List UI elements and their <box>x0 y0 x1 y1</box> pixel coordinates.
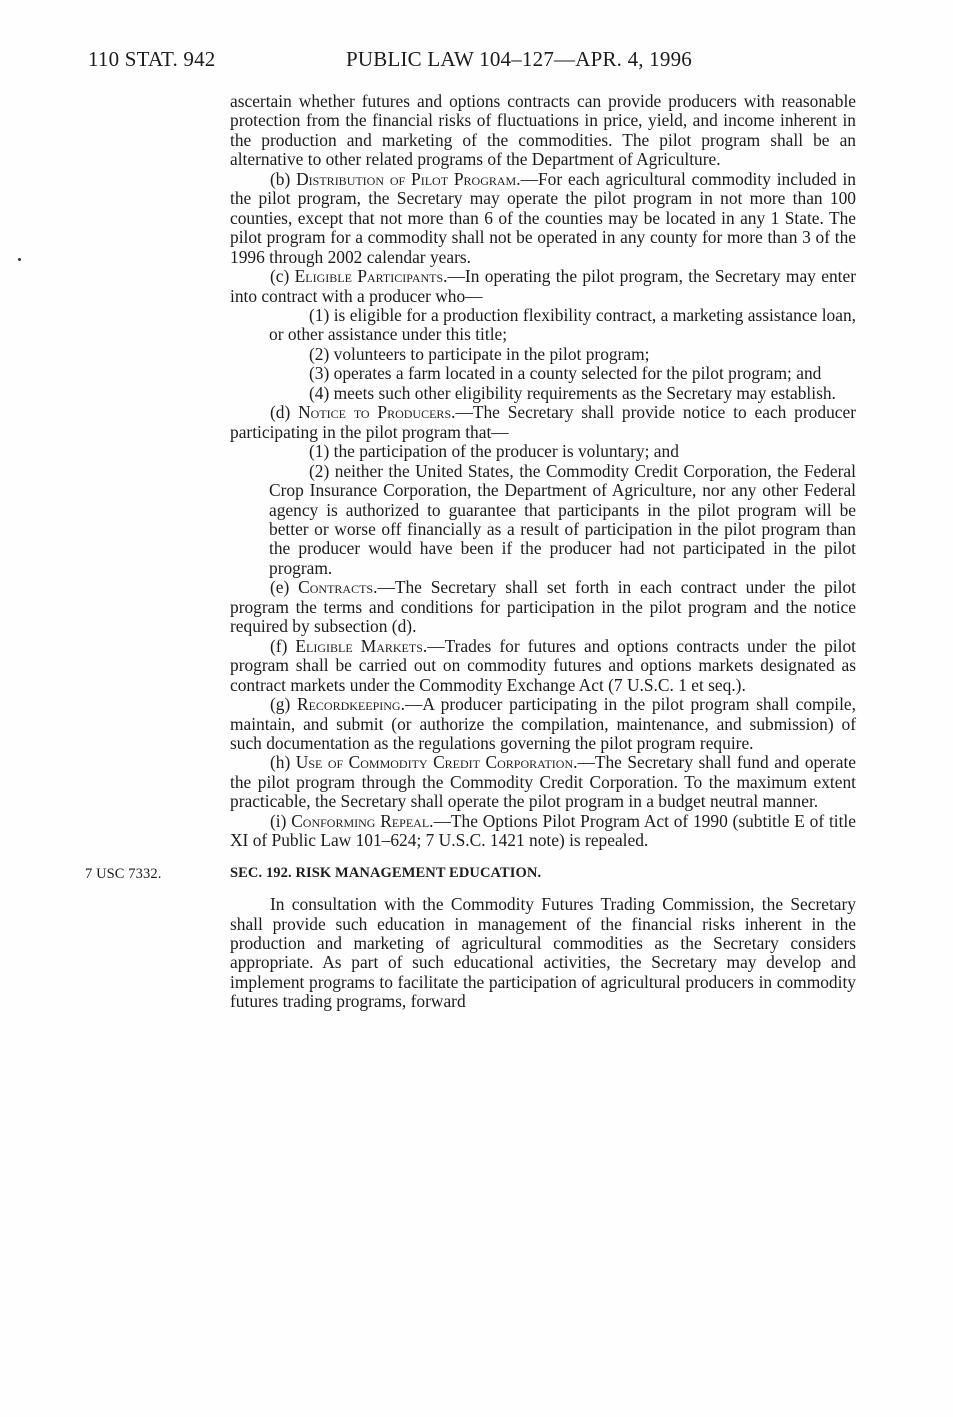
subsection-i-heading: Conforming Repeal <box>291 810 430 831</box>
usc-margin-note: 7 USC 7332. <box>85 865 162 882</box>
subsection-d <box>230 403 856 442</box>
subsection-e-heading: Contracts <box>298 577 374 598</box>
subsection-h-text: .—The Secretary shall fund and operate the pilot program through the Commodity Credit Corporation. To the maximum extent practicable, the Secretary shall operate the pilot program in a budget neutral manner. <box>230 752 856 812</box>
subsection-c-heading: Eligible Participants <box>294 266 444 287</box>
subsection-g <box>230 695 856 753</box>
subsection-e-text: .—The Secretary shall set forth in each contract under the pilot program the terms and conditions for participation in the pilot program and the notice required by subsection (d). <box>230 577 856 637</box>
subsection-i-text: .—The Options Pilot Program Act of 1990 (subtitle E of title XI of Public Law 101–624; 7 U.S.C. 1421 note) is repealed. <box>230 810 856 851</box>
subsection-d-label: (d) <box>270 402 299 423</box>
subsection-c-label: (c) <box>270 266 295 287</box>
subsection-f-label: (f) <box>270 635 296 656</box>
list-item: (2) volunteers to participate in the pilot program; <box>309 343 650 364</box>
subsection-c-text: .—In operating the pilot program, the Secretary may enter into contract with a producer who— <box>230 266 856 306</box>
subsection-b-label: (b) <box>270 168 297 189</box>
subsection-e <box>230 578 856 636</box>
subsection-g-heading: Recordkeeping <box>296 694 401 715</box>
subsection-i <box>230 812 856 851</box>
section-title: SEC. 192. RISK MANAGEMENT EDUCATION. <box>230 864 542 881</box>
subsection-f-heading: Eligible Markets <box>295 635 423 656</box>
subsection-b <box>230 170 856 267</box>
subsection-e-label: (e) <box>270 577 299 598</box>
subsection-b-text: .—For each agricultural commodity included in the pilot program, the Secretary may operate the pilot program in not more than 100 counties, except that not more than 6 of the counties may be located in any 1 State. The pilot program for a commodity shall not be operated in any county for more than 3 of the 1996 through 2002 calendar years. <box>230 168 856 267</box>
body-text <box>85 91 856 1012</box>
subsection-b-heading: Distribution of Pilot Program <box>296 168 517 189</box>
subsection-h-heading: Use of Commodity Credit Corporation <box>295 752 574 773</box>
subsection-d-heading: Notice to Producers <box>298 402 452 423</box>
subsection-i-label: (i) <box>270 810 292 831</box>
running-head <box>88 47 738 75</box>
scan-speck <box>18 258 21 261</box>
list-item: (3) operates a farm located in a county selected for the pilot program; and <box>309 363 822 384</box>
subsection-h <box>230 753 856 811</box>
intro-paragraph: ascertain whether futures and options contracts can provide producers with reasonable protection from the financial risks of fluctuations in price, yield, and income inherent in the production and marketing of the commodities. The pilot program shall be an alternative to other related programs of the Department of Agriculture. <box>230 91 856 170</box>
list-item: (4) meets such other eligibility requirements as the Secretary may establish. <box>309 382 836 403</box>
subsection-g-text: .—A producer participating in the pilot program shall compile, maintain, and submit (or authorize the compilation, maintenance, and submission) of such documentation as the regulations governing the pilot program require. <box>230 694 856 753</box>
law-title: PUBLIC LAW 104–127—APR. 4, 1996 <box>346 47 692 71</box>
section-heading <box>85 864 856 883</box>
list-item: (1) is eligible for a production flexibility contract, a marketing assistance loan, or other assistance under this title; <box>269 304 856 345</box>
subsection-f <box>230 637 856 695</box>
page-reference: 110 STAT. 942 <box>88 47 216 71</box>
list-item: (1) the participation of the producer is voluntary; and <box>309 441 679 462</box>
subsection-f-text: .—Trades for futures and options contracts under the pilot program shall be carried out on commodity futures and options markets designated as contract markets under the Commodity Exchange Act (7 U.S.C. 1 et seq.). <box>230 635 856 695</box>
list-item: (2) neither the United States, the Commodity Credit Corporation, the Federal Crop Insurance Corporation, the Department of Agriculture, nor any other Federal agency is authorized to guarantee that participants in the pilot program will be better or worse off financially as a result of participation in the pilot program than the producer would have been if the producer had not participated in the pilot program. <box>269 460 856 578</box>
subsection-d-text: .—The Secretary shall provide notice to each producer participating in the pilot program that— <box>230 402 856 442</box>
subsection-h-label: (h) <box>270 752 296 773</box>
section-body: In consultation with the Commodity Futures Trading Commission, the Secretary shall provide such education in management of the financial risks inherent in the production and marketing of agricultural commodities as the Secretary considers appropriate. As part of such educational activities, the Secretary may develop and implement programs to facilitate the participation of agricultural producers in commodity futures trading programs, forward <box>230 894 856 1012</box>
subsection-g-label: (g) <box>270 694 297 715</box>
subsection-c <box>230 267 856 306</box>
